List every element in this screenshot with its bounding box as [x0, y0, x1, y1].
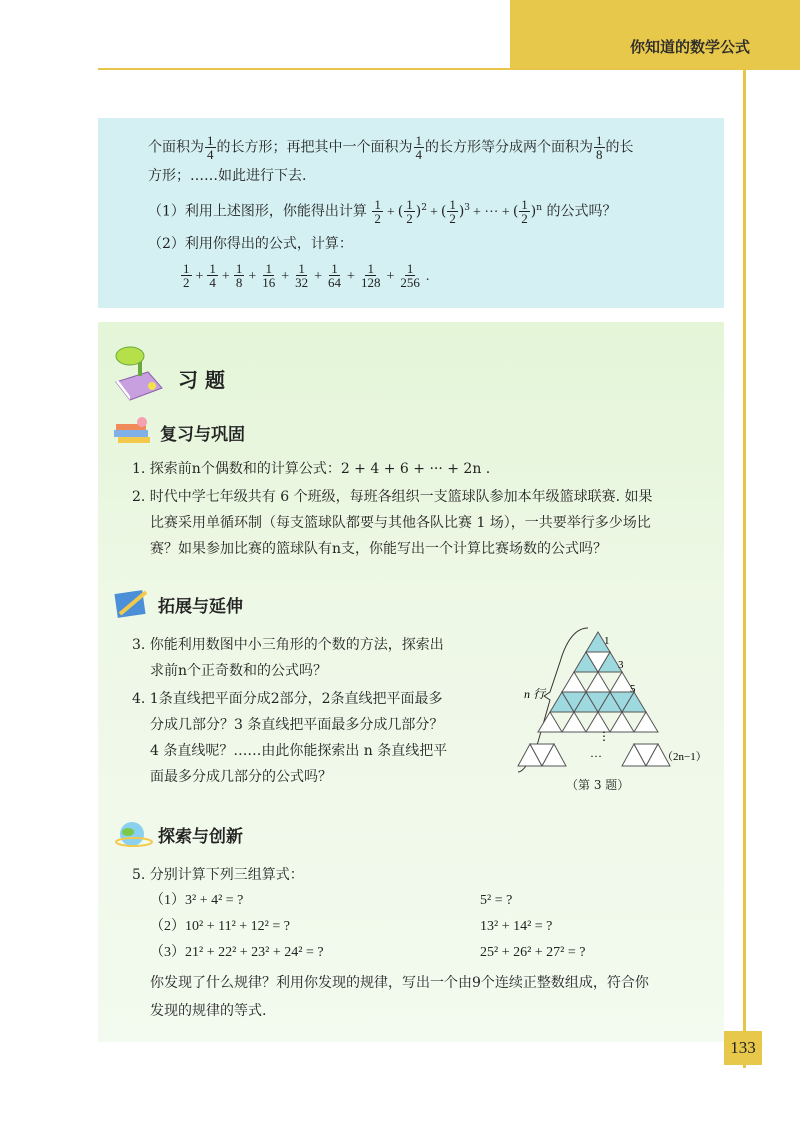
reading-line-2: 方形；……如此进行下去. [148, 168, 307, 184]
question-4-line-4: 面最多分成几部分的公式吗？ [150, 769, 332, 785]
header-rule [98, 68, 738, 70]
question-5: 5. 分别计算下列三组算式： [132, 867, 304, 883]
question-2-line-2: 比赛采用单循环制（每支篮球队都要与其他各队比赛 1 场），一共要举行多少场比 [150, 515, 651, 531]
globe-icon [112, 818, 156, 850]
text: 的长 [605, 139, 634, 156]
rows-label: n 行 [524, 687, 546, 701]
question-2-line-1: 2. 时代中学七年级共有 6 个班级，每班各组织一支篮球队参加本年级篮球联赛. 如果 [132, 489, 653, 505]
question-4-line-3: 4 条直线呢？……由此你能探索出 n 条直线把平 [150, 743, 448, 759]
label-3: 3 [618, 659, 624, 671]
reading-question-2: （2）利用你得出的公式，计算： [148, 236, 353, 252]
row-1-left: （1）3² + 4² = ? [150, 893, 244, 908]
label-1: 1 [604, 635, 610, 647]
row-3-left: （3）21² + 22² + 23² + 24² = ? [150, 945, 324, 960]
question-5-end-line-1: 你发现了什么规律？利用你发现的规律，写出一个由9个连续正整数组成，符合你 [150, 975, 649, 991]
question-3-line-2: 求前n个正奇数和的公式吗？ [150, 663, 328, 679]
question-3-line-1: 3. 你能利用数图中小三角形的个数的方法，探索出 [132, 637, 444, 653]
extend-title: 拓展与延伸 [158, 597, 243, 617]
question-4-line-2: 分成几部分？3 条直线把平面最多分成几部分？ [150, 717, 444, 733]
vertical-dots: ⋮ [598, 729, 610, 743]
text: 的长方形等分成两个面积为 [425, 139, 593, 156]
fraction: $\frac{1}{8}$ [596, 133, 603, 162]
row-2-left: （2）10² + 11² + 12² = ? [150, 919, 290, 934]
question-5-end-line-2: 发现的规律的等式. [150, 1003, 267, 1019]
lamp-book-icon [108, 342, 168, 402]
question-1: 1. 探索前n个偶数和的计算公式：2 + 4 + 6 + ··· + 2n . [132, 461, 491, 477]
header-tab [510, 0, 800, 70]
row-3-right: 25² + 26² + 27² = ? [480, 945, 586, 960]
triangle-figure [500, 622, 725, 777]
review-title: 复习与巩固 [160, 425, 245, 445]
text: 个面积为 [148, 139, 204, 156]
text: 的长方形；再把其中一个面积为 [216, 139, 413, 156]
pencil-paper-icon [112, 588, 152, 620]
explore-title: 探索与创新 [158, 827, 243, 847]
page-number: 133 [724, 1031, 762, 1065]
books-icon [112, 416, 156, 446]
row-dots: ··· [590, 749, 602, 763]
label-5: 5 [630, 683, 636, 695]
header-title: 你知道的数学公式 [629, 38, 750, 56]
row-1-right: 5² = ? [480, 893, 513, 908]
last-row-label: （2n−1） [662, 751, 707, 763]
row-2-right: 13² + 14² = ? [480, 919, 553, 934]
question-2-line-3: 赛？如果参加比赛的篮球队有n支，你能写出一个计算比赛场数的公式吗？ [150, 541, 608, 557]
reading-question-1: （1）利用上述图形，你能得出计算 $\frac{1}{2}$ + ( $\frac{1}{2}$ )$^2$ + ( $\frac{1}{2}$ )$^3$ + ··· + ( $\frac{1}{2}$ )$^n$ 的公式吗？ [148, 197, 617, 227]
fraction-sum: $\frac{1}{2}$ + $\frac{1}{4}$ + $\frac{1}{8}$ + $\frac{1}{16}$ + $\frac{1}{32}$ + $\frac{1}{64}$ + $\frac{1}{128}$ + $\frac{1}{256}$ . [183, 261, 430, 290]
reading-line-1 [148, 134, 634, 161]
question-4-line-1: 4. 1条直线把平面分成2部分，2条直线把平面最多 [132, 691, 443, 707]
fraction: $\frac{1}{4}$ [207, 133, 214, 162]
figure-caption: （第 3 题） [566, 778, 630, 792]
margin-rule [743, 68, 746, 1068]
exercises-title: 习 题 [178, 368, 225, 392]
fraction: $\frac{1}{4}$ [415, 133, 422, 162]
